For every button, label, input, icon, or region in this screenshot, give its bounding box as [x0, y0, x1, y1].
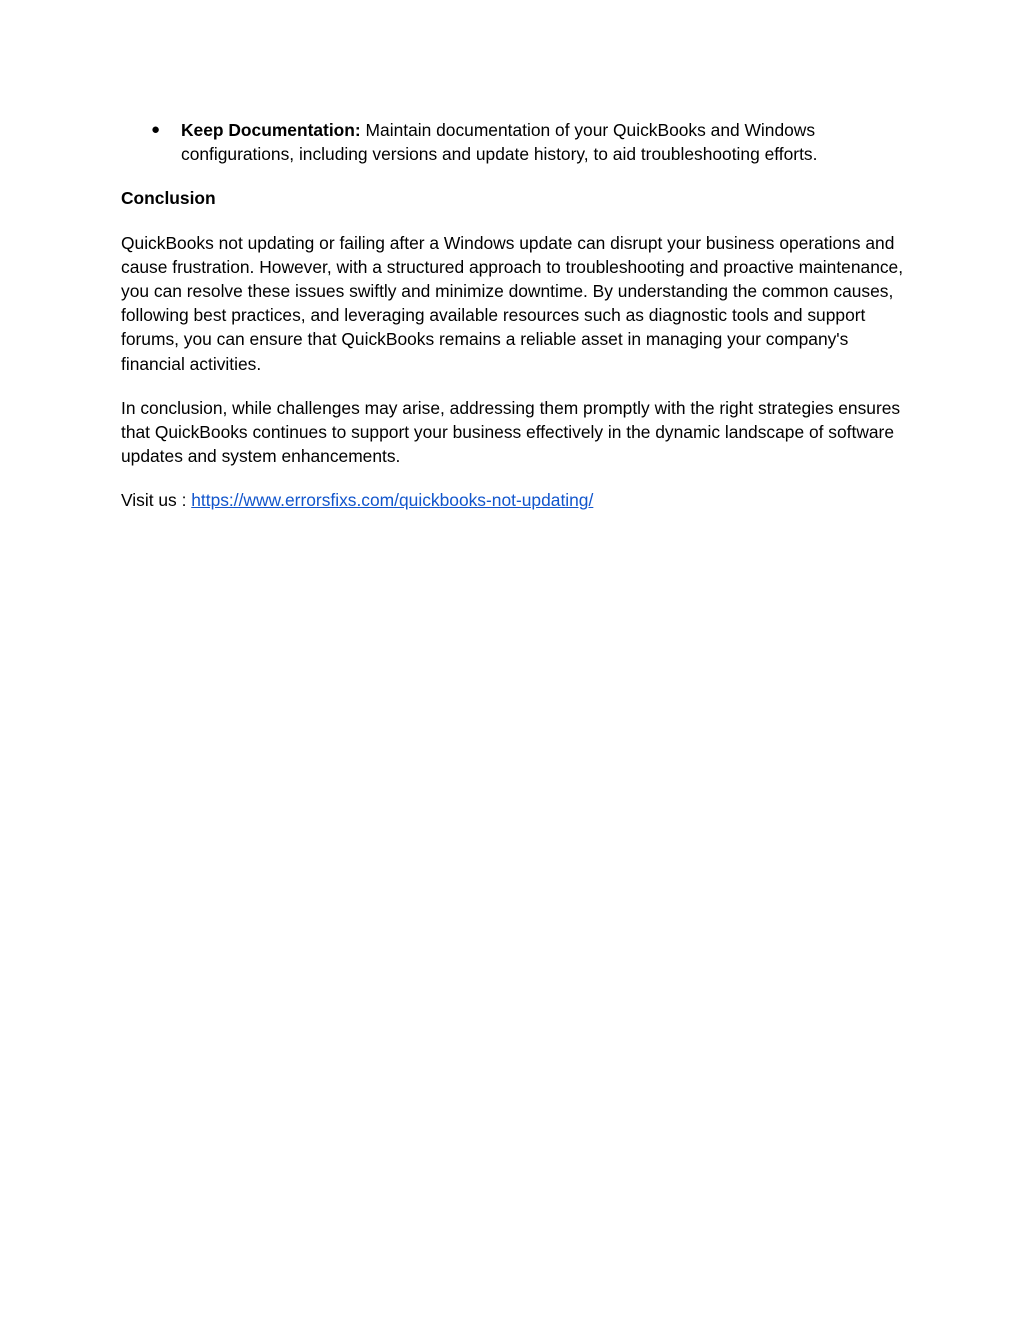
website-link[interactable]: https://www.errorsfixs.com/quickbooks-not-updating/ — [191, 490, 594, 511]
conclusion-paragraph-1: QuickBooks not updating or failing after a Windows update can disrupt your business operations and cause frustration. However, with a structured approach to troubleshooting and proactive maintenance, you can resolve these issues swiftly and minimize downtime. By understanding the common causes, following best practices, and leveraging available resources such as diagnostic tools and support forums, you can ensure that QuickBooks remains a reliable asset in managing your company's financial activities. — [121, 232, 904, 374]
conclusion-paragraph-2: In conclusion, while challenges may arise, addressing them promptly with the right strategies ensures that QuickBooks continues to support your business effectively in the dynamic landscape of software updates and system enhancements. — [121, 397, 901, 467]
bullet-text: Maintain documentation of your QuickBooks and Windows configurations, including versions and update history, to aid troubleshooting efforts. — [181, 120, 818, 165]
document-body — [121, 118, 911, 513]
visit-line — [121, 488, 911, 512]
section-heading-conclusion: Conclusion — [121, 188, 216, 209]
bullet-label: Keep Documentation: — [181, 120, 361, 140]
list-item-keep-documentation — [121, 118, 911, 166]
bullet-icon: ● — [151, 121, 161, 138]
visit-prefix: Visit us : — [121, 490, 192, 511]
